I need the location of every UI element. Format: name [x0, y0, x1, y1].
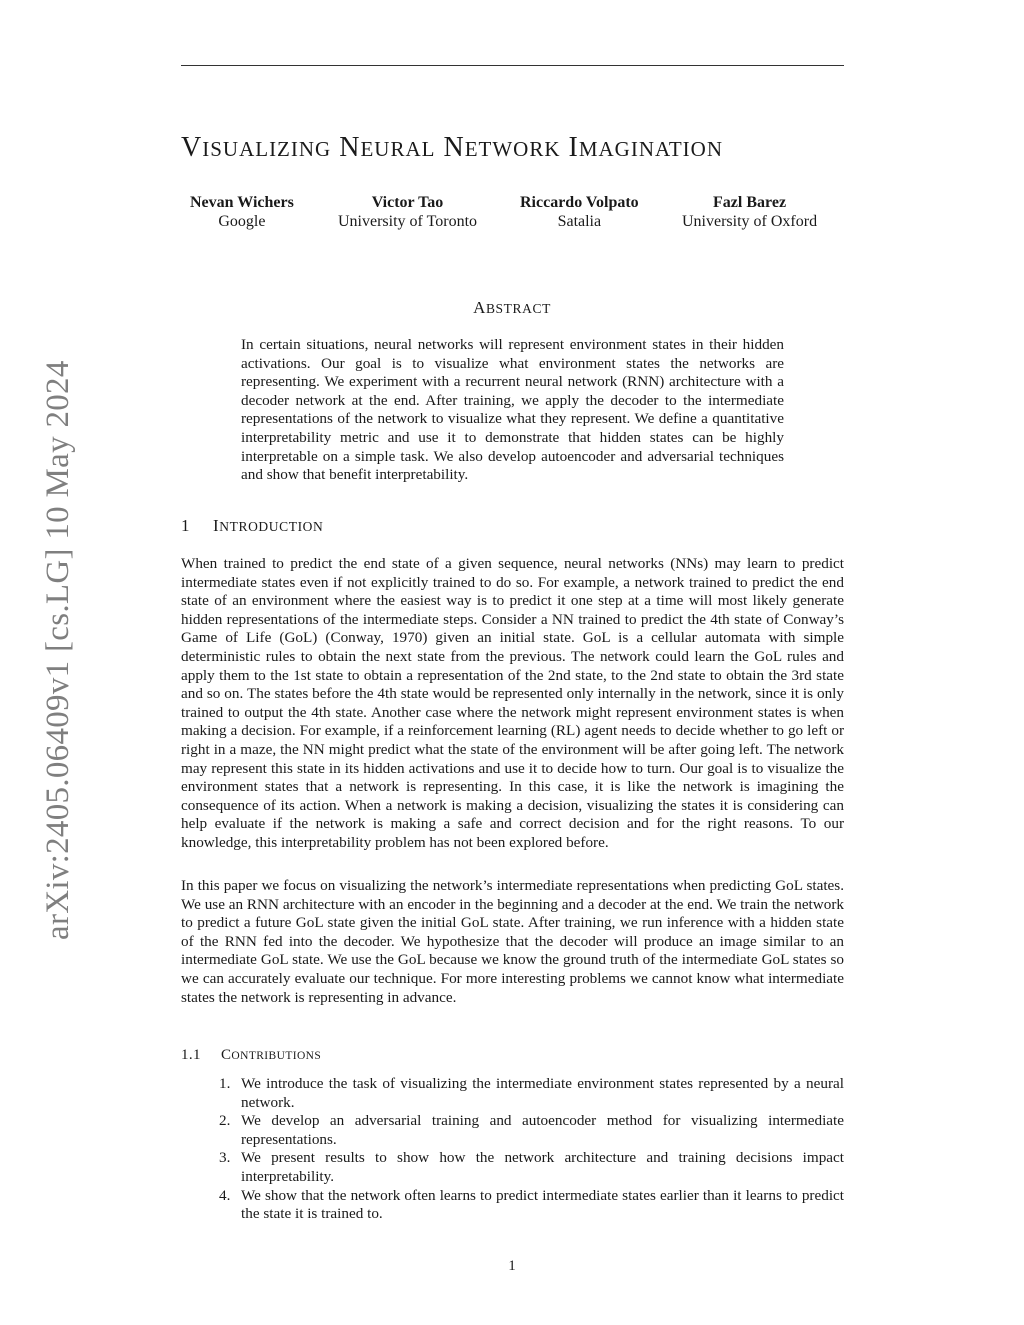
top-rule — [181, 65, 844, 66]
contribution-text: We introduce the task of visualizing the intermediate environment states represented by a neural network. — [241, 1075, 844, 1111]
author-2 — [338, 193, 477, 231]
abstract-text: In certain situations, neural networks will represent environment states in their hidden activations. Our goal is to visualize what environment states the networks are representing. We experiment with a recurrent neural network (RNN) architecture with a decoder network at the end. After training, we apply the decoder to the intermediate representations of the network to visualize what they represent. We define a quantitative interpretability metric and use it to demonstrate that hidden states can be highly interpretable on a simple task. We also develop autoencoder and adversarial techniques and show that benefit interpretability. — [241, 336, 784, 484]
contribution-item — [219, 1112, 844, 1149]
title-piece — [561, 132, 569, 163]
contribution-item — [219, 1075, 844, 1112]
author-name: Fazl Barez — [713, 194, 787, 211]
abstract-heading — [0, 298, 1024, 318]
contributions-list — [219, 1075, 844, 1224]
contribution-item — [219, 1186, 844, 1224]
abstract-heading-rest: BSTRACT — [485, 301, 551, 316]
introduction-paragraph-1: When trained to predict the end state of a given sequence, neural networks (NNs) may learn to predict intermediate states even if not explicitly trained to do so. For example, a network trained to predict the end state of an environment where the easiest way is to predict it one step at a time will most likely generate hidden representations of the intermediate steps. Consider a NN trained to predict the 4th state of Conway’s Game of Life (GoL) (Conway, 1970) given an initial state. GoL is a cellular automata with simple deterministic rules to obtain the next state from the previous. The network could learn the GoL rules and apply them to the 1st state to obtain a representation of the 2nd state, to the 2nd state to obtain the 3rd state and so on. The states before the 4th state would be represented only internally in the network, since it is only trained to output the 4th state. Another case where the network might represent environment states is when making a decision. For example, if a reinforcement learning (RL) agent needs to decide whether to go left or right in a maze, the NN might predict what the state of the environment will be after going left. The network may represent this state in its hidden activations and use it to decide how to turn. Our goal is to visualize the environment states that a network is representing. In this case, it is like the network is imagining the consequence of its action. When a network is making a decision, visualizing the states it is considering can help evaluate if the network is making a safe and correct decision and for the right reasons. To our knowledge, this interpretability problem has not been explored before. — [181, 555, 844, 851]
title-piece: MAGINATION — [578, 137, 723, 161]
contribution-item — [219, 1149, 844, 1186]
author-name: Riccardo Volpato — [520, 194, 639, 211]
contributions-heading — [181, 1047, 321, 1064]
contribution-text: We present results to show how the network architecture and training decisions impact interpretability. — [241, 1149, 844, 1185]
author-1 — [190, 193, 294, 231]
author-name: Victor Tao — [371, 194, 444, 211]
arxiv-identifier: arXiv:2405.06409v1 [cs.LG] 10 May 2024 — [40, 360, 76, 940]
contribution-text: We show that the network often learns to predict intermediate states earlier than it learns to predict the state it is trained to. — [241, 1186, 844, 1223]
section-heading-initial: I — [213, 516, 220, 535]
title-piece: EURAL — [360, 137, 436, 161]
page-number: 1 — [508, 1258, 516, 1274]
abstract-heading-initial: A — [473, 298, 486, 317]
author-affiliation: University of Oxford — [682, 213, 818, 230]
title-piece: V — [181, 132, 203, 163]
author-3 — [520, 193, 639, 231]
author-affiliation: Google — [218, 213, 266, 230]
list-marker: 1. — [219, 1075, 231, 1092]
title-piece: ISUALIZING — [202, 137, 332, 161]
title-piece: N — [443, 132, 465, 163]
list-marker: 4. — [219, 1186, 231, 1204]
title-piece: I — [568, 132, 579, 163]
subsection-heading-initial: C — [221, 1047, 232, 1063]
section-number: 1 — [181, 516, 191, 535]
introduction-heading — [181, 516, 323, 536]
subsection-number: 1.1 — [181, 1047, 201, 1063]
introduction-paragraph-2: In this paper we focus on visualizing the network’s intermediate representations when predicting GoL states. We use an RNN architecture with an encoder in the beginning and a decoder at the end. We train the network to predict a future GoL state given the initial GoL state. After training, we run inference with a hidden state of the RNN fed into the decoder. We hypothesize that the decoder will produce an image similar to an intermediate GoL state. We use the GoL because we know the ground truth of the intermediate GoL states so we can accurately evaluate our technique. For more interesting problems we cannot know what intermediate states the network is representing in advance. — [181, 877, 844, 1006]
list-marker: 2. — [219, 1112, 231, 1130]
author-affiliation: Satalia — [557, 213, 602, 230]
title-piece: N — [339, 132, 361, 163]
section-heading-rest: NTRODUCTION — [219, 519, 324, 534]
contribution-text: We develop an adversarial training and autoencoder method for visualizing intermediate representations. — [241, 1112, 844, 1148]
title-piece: ETWORK — [464, 137, 561, 161]
author-name: Nevan Wichers — [190, 194, 294, 211]
paper-title — [181, 132, 723, 164]
subsection-heading-rest: ONTRIBUTIONS — [231, 1050, 322, 1062]
author-affiliation: University of Toronto — [338, 213, 478, 230]
author-4 — [682, 193, 817, 231]
list-marker: 3. — [219, 1149, 231, 1167]
